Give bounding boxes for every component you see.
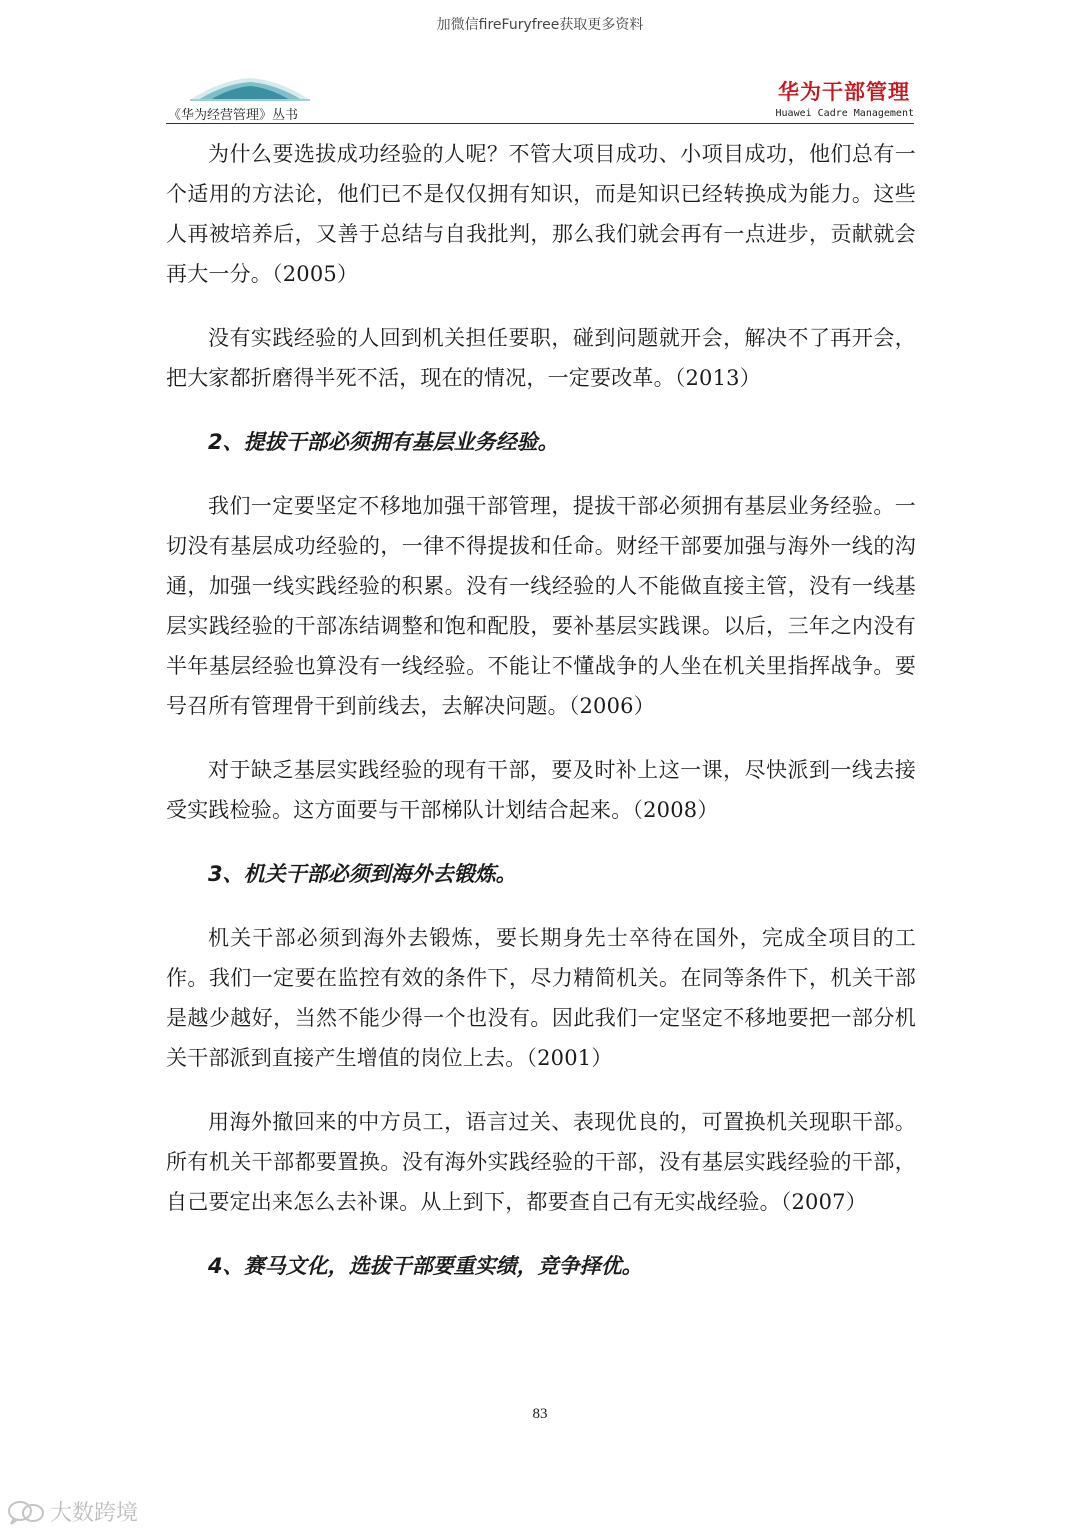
series-title: 《华为经营管理》丛书 [168, 108, 299, 123]
watermark [6, 1496, 138, 1527]
brand-title: 华为干部管理 [778, 80, 910, 104]
chat-bubble-logo-icon [6, 1499, 46, 1525]
paragraph: 没有实践经验的人回到机关担任要职，碰到问题就开会，解决不了再开会，把大家都折磨得半死不活，现在的情况，一定要改革。（2013） [166, 326, 916, 390]
paragraph: 对于缺乏基层实践经验的现有干部，要及时补上这一课，尽快派到一线去接受实践检验。这方面要与干部梯队计划结合起来。（2008） [166, 758, 916, 822]
page-content [166, 134, 916, 1286]
section-heading: 3、机关干部必须到海外去锻炼。 [208, 862, 517, 886]
top-note: 加微信fireFuryfree获取更多资料 [436, 17, 644, 33]
paragraph: 机关干部必须到海外去锻炼，要长期身先士卒待在国外，完成全项目的工作。我们一定要在监控有效的条件下，尽力精简机关。在同等条件下，机关干部是越少越好，当然不能少得一个也没有。因此我们一定坚定不移地要把一部分机关干部派到直接产生增值的岗位上去。（2001） [166, 926, 916, 1070]
section-heading: 4、赛马文化，选拔干部要重实绩，竞争择优。 [208, 1254, 643, 1278]
paragraph: 我们一定要坚定不移地加强干部管理，提拔干部必须拥有基层业务经验。一切没有基层成功经验的，一律不得提拔和任命。财经干部要加强与海外一线的沟通，加强一线实践经验的积累。没有一线经验的人不能做直接主管，没有一线基层实践经验的干部冻结调整和饱和配股，要补基层实践课。以后，三年之内没有半年基层经验也算没有一线经验。不能让不懂战争的人坐在机关里指挥战争。要号召所有管理骨干到前线去，去解决问题。（2006） [166, 494, 916, 718]
brand-subtitle: Huawei Cadre Management [775, 108, 914, 119]
header-divider [166, 123, 914, 124]
section-heading: 2、提拔干部必须拥有基层业务经验。 [208, 430, 559, 454]
paragraph: 为什么要选拔成功经验的人呢？不管大项目成功、小项目成功，他们总有一个适用的方法论，他们已不是仅仅拥有知识，而是知识已经转换成为能力。这些人再被培养后，又善于总结与自我批判，那么我们就会再有一点进步，贡献就会再大一分。（2005） [166, 142, 916, 286]
page-number: 83 [532, 1406, 548, 1422]
watermark-text: 大数跨境 [50, 1501, 139, 1526]
paragraph: 用海外撤回来的中方员工，语言过关、表现优良的，可置换机关现职干部。所有机关干部都要置换。没有海外实践经验的干部，没有基层实践经验的干部，自己要定出来怎么去补课。从上到下，都要查自己有无实战经验。（2007） [166, 1110, 916, 1214]
mountain-logo-icon [190, 76, 310, 102]
